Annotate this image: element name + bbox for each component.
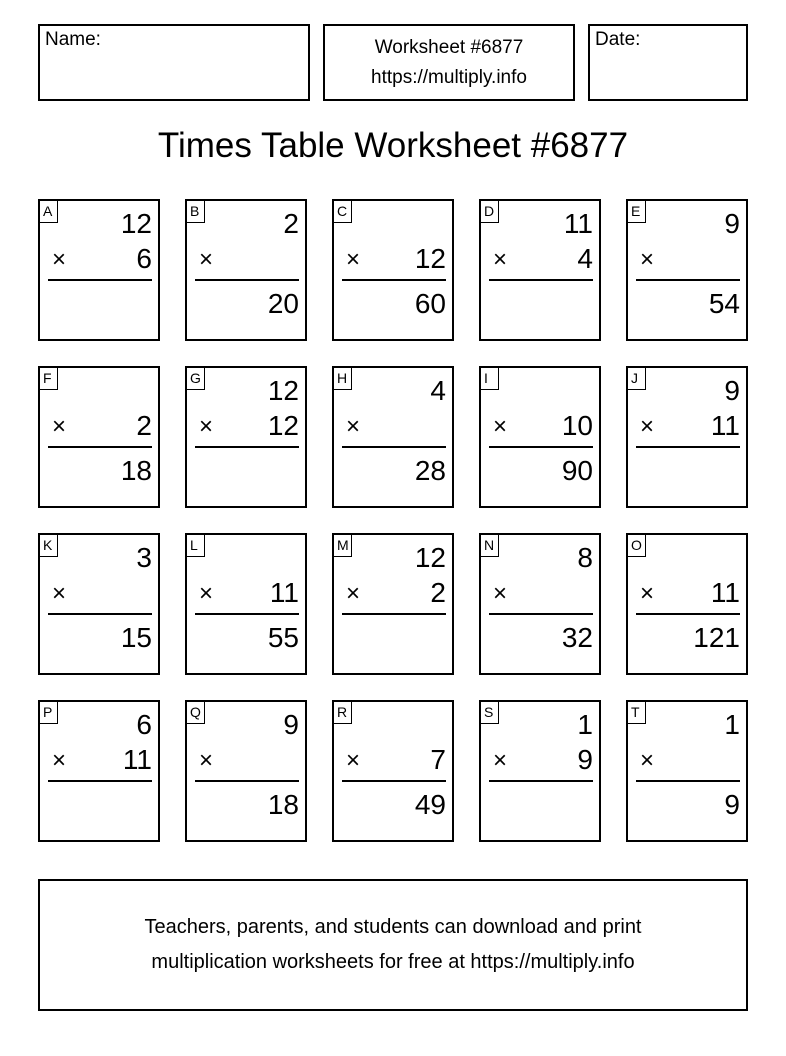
multiplier: 7 <box>430 744 446 775</box>
multiplicand: 11 <box>563 208 593 239</box>
name-field-box <box>38 24 310 101</box>
multiplier: 2 <box>136 410 152 441</box>
problem-letter: G <box>187 368 205 390</box>
problem-letter: B <box>187 201 205 223</box>
answer-line <box>636 446 740 448</box>
problem-letter: N <box>481 535 499 557</box>
answer-line <box>342 279 446 281</box>
multiply-sign: × <box>199 413 214 440</box>
problem-i <box>479 366 601 508</box>
problem-letter: K <box>40 535 58 557</box>
problem-g <box>185 366 307 508</box>
multiply-sign: × <box>346 413 361 440</box>
multiply-sign: × <box>640 246 655 273</box>
problem-letter: Q <box>187 702 205 724</box>
problem-letter: E <box>628 201 646 223</box>
answer-line <box>342 780 446 782</box>
problem-q <box>185 700 307 842</box>
multiplicand: 9 <box>283 709 299 740</box>
multiplicand: 9 <box>724 375 740 406</box>
multiplicand: 4 <box>430 375 446 406</box>
product: 90 <box>561 455 593 486</box>
problem-n <box>479 533 601 675</box>
answer-line <box>48 613 152 615</box>
problem-letter: J <box>628 368 646 390</box>
problem-letter: A <box>40 201 58 223</box>
problem-h <box>332 366 454 508</box>
multiply-sign: × <box>493 246 508 273</box>
answer-line <box>636 279 740 281</box>
multiplier: 9 <box>577 744 593 775</box>
product: 18 <box>267 789 299 820</box>
product: 55 <box>267 622 299 653</box>
multiplicand: 9 <box>724 208 740 239</box>
product: 18 <box>120 455 152 486</box>
multiplier: 11 <box>710 577 740 608</box>
multiply-sign: × <box>52 246 67 273</box>
problem-letter: H <box>334 368 352 390</box>
problem-a <box>38 199 160 341</box>
product: 49 <box>414 789 446 820</box>
date-label: Date: <box>595 29 641 50</box>
multiply-sign: × <box>346 747 361 774</box>
answer-line <box>489 446 593 448</box>
problem-p <box>38 700 160 842</box>
multiply-sign: × <box>346 580 361 607</box>
multiplier: 2 <box>430 577 446 608</box>
problem-letter: P <box>40 702 58 724</box>
multiplicand: 1 <box>577 709 593 740</box>
worksheet-number: Worksheet #6877 <box>374 36 524 58</box>
answer-line <box>195 279 299 281</box>
answer-line <box>48 780 152 782</box>
date-field-box <box>588 24 748 101</box>
product: 15 <box>120 622 152 653</box>
answer-line <box>489 780 593 782</box>
answer-line <box>195 446 299 448</box>
problem-letter: I <box>481 368 499 390</box>
product: 32 <box>561 622 593 653</box>
problem-letter: F <box>40 368 58 390</box>
product: 28 <box>414 455 446 486</box>
problem-letter: R <box>334 702 352 724</box>
problem-letter: M <box>334 535 352 557</box>
answer-line <box>342 613 446 615</box>
multiplicand: 3 <box>136 542 152 573</box>
product: 54 <box>708 288 740 319</box>
footer-line-1: Teachers, parents, and students can download and print <box>144 916 642 938</box>
multiplicand: 8 <box>577 542 593 573</box>
multiplier: 11 <box>269 577 299 608</box>
multiplier: 11 <box>710 410 740 441</box>
problem-k <box>38 533 160 675</box>
problem-l <box>185 533 307 675</box>
multiplier: 12 <box>267 410 299 441</box>
product: 20 <box>267 288 299 319</box>
problem-o <box>626 533 748 675</box>
multiply-sign: × <box>640 413 655 440</box>
multiplicand: 12 <box>120 208 152 239</box>
problem-j <box>626 366 748 508</box>
answer-line <box>195 613 299 615</box>
answer-line <box>195 780 299 782</box>
problem-t <box>626 700 748 842</box>
multiply-sign: × <box>346 246 361 273</box>
product: 9 <box>724 789 740 820</box>
multiplicand: 12 <box>267 375 299 406</box>
multiply-sign: × <box>493 580 508 607</box>
product: 60 <box>414 288 446 319</box>
multiplier: 10 <box>561 410 593 441</box>
multiplier: 11 <box>122 744 152 775</box>
multiply-sign: × <box>199 246 214 273</box>
footer-line-2: multiplication worksheets for free at https://multiply.info <box>151 951 635 973</box>
problem-letter: O <box>628 535 646 557</box>
problem-letter: D <box>481 201 499 223</box>
answer-line <box>636 613 740 615</box>
multiplier: 4 <box>577 243 593 274</box>
problem-s <box>479 700 601 842</box>
multiply-sign: × <box>199 747 214 774</box>
answer-line <box>48 446 152 448</box>
multiply-sign: × <box>640 747 655 774</box>
multiply-sign: × <box>493 747 508 774</box>
answer-line <box>342 446 446 448</box>
multiply-sign: × <box>52 580 67 607</box>
multiply-sign: × <box>493 413 508 440</box>
answer-line <box>489 279 593 281</box>
multiplicand: 2 <box>283 208 299 239</box>
problem-c <box>332 199 454 341</box>
multiply-sign: × <box>640 580 655 607</box>
problem-b <box>185 199 307 341</box>
problem-letter: C <box>334 201 352 223</box>
page-title: Times Table Worksheet #6877 <box>157 126 629 165</box>
multiply-sign: × <box>52 413 67 440</box>
problem-e <box>626 199 748 341</box>
problem-f <box>38 366 160 508</box>
answer-line <box>48 279 152 281</box>
problem-letter: T <box>628 702 646 724</box>
problem-d <box>479 199 601 341</box>
multiplier: 6 <box>136 243 152 274</box>
name-label: Name: <box>45 29 101 50</box>
answer-line <box>636 780 740 782</box>
multiplicand: 6 <box>136 709 152 740</box>
multiply-sign: × <box>199 580 214 607</box>
multiplier: 12 <box>414 243 446 274</box>
answer-line <box>489 613 593 615</box>
worksheet-url: https://multiply.info <box>371 66 527 88</box>
problem-m <box>332 533 454 675</box>
problem-r <box>332 700 454 842</box>
product: 121 <box>693 622 740 653</box>
worksheet-info-box <box>323 24 575 101</box>
footer-box <box>38 879 748 1011</box>
problem-letter: L <box>187 535 205 557</box>
problem-letter: S <box>481 702 499 724</box>
multiplicand: 12 <box>414 542 446 573</box>
multiply-sign: × <box>52 747 67 774</box>
multiplicand: 1 <box>724 709 740 740</box>
